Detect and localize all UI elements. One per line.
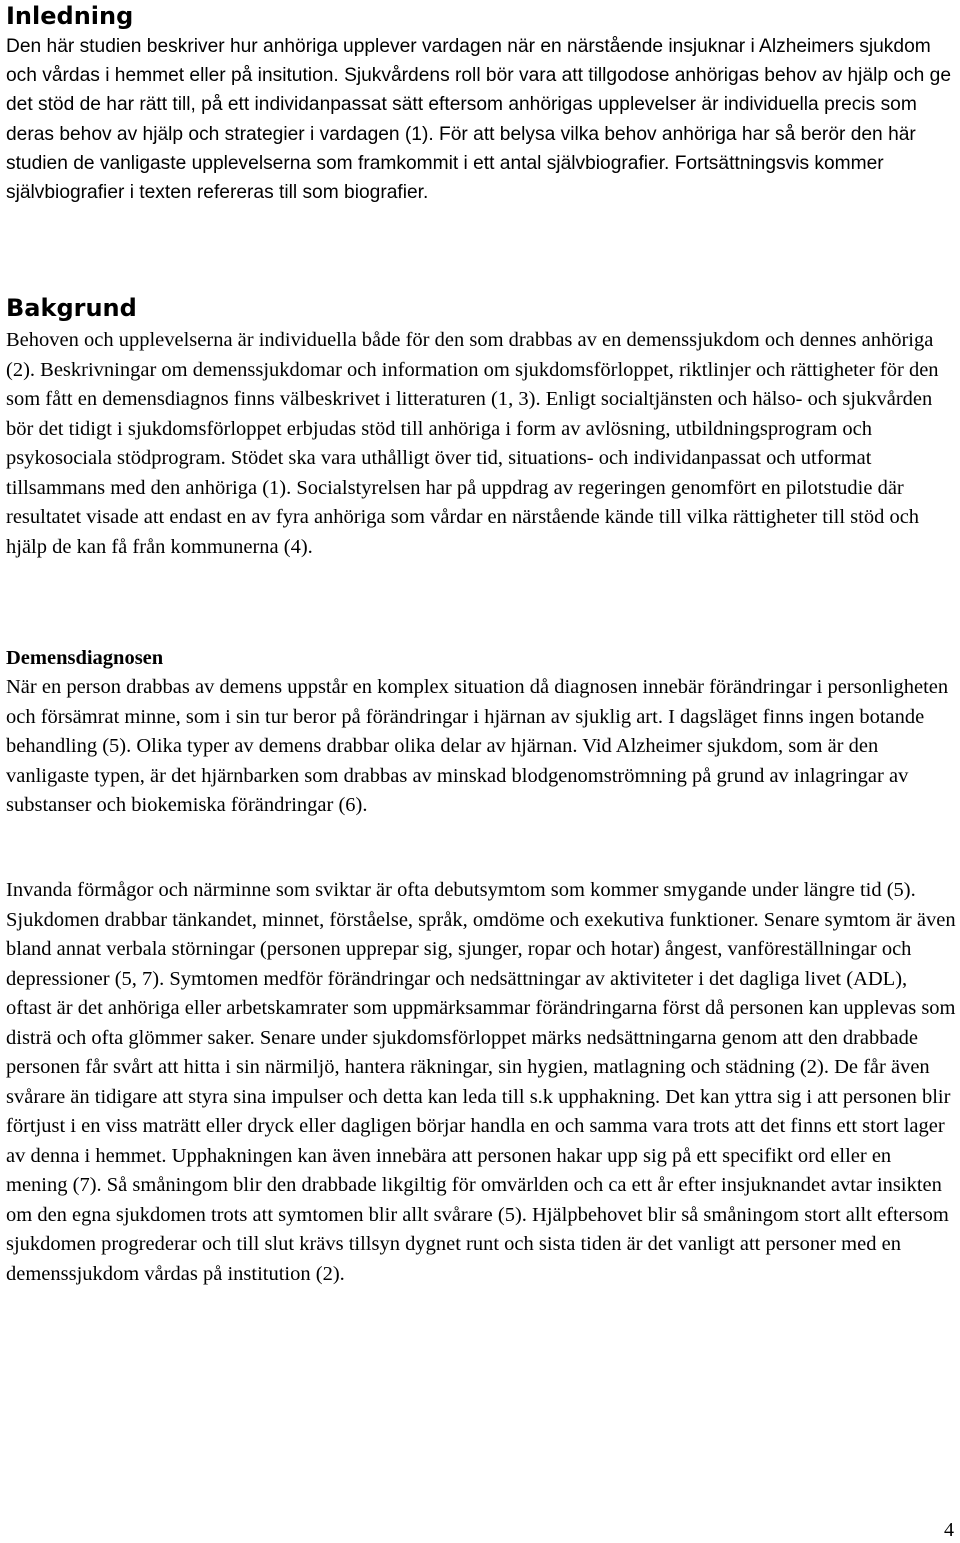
paragraph-bakgrund: Behoven och upplevelserna är individuella både för den som drabbas av en demenssjukdom och dennes anhöriga (2). Beskrivningar om demenssjukdomar och information om sjukdomsförloppet, riktlinjer och rättigheter för den som fått en demensdiagnos finns välbeskrivet i litteraturen (1, 3). Enligt socialtjänsten och hälso- och sjukvården bör det tidigt i sjukdomsförloppet erbjudas stöd till anhöriga i form av avlösning, utbildningsprogram och psykosociala stödprogram. Stödet ska vara uthålligt över tid, situations- och individanpassat och utformat tillsammans med den anhöriga (1). Socialstyrelsen har på uppdrag av regeringen genomfört en pilotstudie där resultatet visade att endast en av fyra anhöriga som vårdar en närstående kände till vilka rättigheter till stöd och hjälp de kan få från kommunerna (4). (6, 329, 939, 558)
page-number: 4 (944, 1519, 954, 1541)
heading-bakgrund: Bakgrund (6, 294, 137, 322)
paragraph-demensdiagnosen-1: När en person drabbas av demens uppstår en komplex situation då diagnosen innebär förändringar i personligheten och försämrat minne, som i sin tur beror på förändringar i hjärnan av sjuklig art. I dagsläget finns ingen botande behandling (5). Olika typer av demens drabbar olika delar av hjärnan. Vid Alzheimer sjukdom, som är den vanligaste typen, är det hjärnbarken som drabbas av minskad blodgenomströmning på grund av inlagringar av substanser och biokemiska förändringar (6). (6, 676, 949, 816)
heading-inledning: Inledning (6, 2, 134, 30)
paragraph-inledning: Den här studien beskriver hur anhöriga upplever vardagen när en närstående insjuknar i Alzheimers sjukdom och vårdas i hemmet eller på insitution. Sjukvårdens roll bör vara att tillgodose anhörigas behov av hjälp och ge det stöd de har rätt till, på ett individanpassat sätt eftersom anhörigas upplevelser är individuella precis som deras behov av hjälp och strategier i vardagen (1). För att belysa vilka behov anhöriga har så berör den här studien de vanligaste upplevelserna som framkommit i ett antal självbiografier. Fortsättningsvis kommer självbiografier i texten refereras till som biografier. (6, 36, 951, 204)
paragraph-demensdiagnosen-2: Invanda förmågor och närminne som sviktar är ofta debutsymtom som kommer smygande under längre tid (5). Sjukdomen drabbar tänkandet, minnet, förståelse, språk, omdöme och exekutiva funktioner. Senare symtom är även bland annat verbala störningar (personen upprepar sig, sjunger, ropar och hotar) ångest, vanföreställningar och depressioner (5, 7). Symtomen medför förändringar och nedsättningar av aktiviteter i det dagliga livet (ADL), oftast är det anhöriga eller arbetskamrater som uppmärksammar förändringarna först då personen kan upplevas som disträ och ofta glömmer saker. Senare under sjukdomsförloppet märks nedsättningarna genom att den drabbade personen får svårt att hitta i sin närmiljö, hantera räkningar, sin hygien, matlagning och städning (2). De får även svårare än tidigare att styra sina impulser och detta kan leda till s.k upphakning. Det kan yttra sig i att personen blir förtjust i en viss maträtt eller dryck eller dagligen börjar handla en och samma vara trots att det finns ett stort lager av denna i hemmet. Upphakningen kan även innebära att personen hakar upp sig på ett specifikt ord eller en mening (7). Så småningom blir den drabbade likgiltig för omvärlden och ca ett år efter insjuknandet avtar insikten om den egna sjukdomen trots att symtomen blir allt svårare (5). Hjälpbehovet blir så småningom stort allt eftersom sjukdomen progrederar och till slut krävs tillsyn dygnet runt och sista tiden är det vanligt att personer med en demenssjukdom vårdas på institution (2). (6, 879, 956, 1285)
heading-demensdiagnosen: Demensdiagnosen (6, 647, 164, 669)
